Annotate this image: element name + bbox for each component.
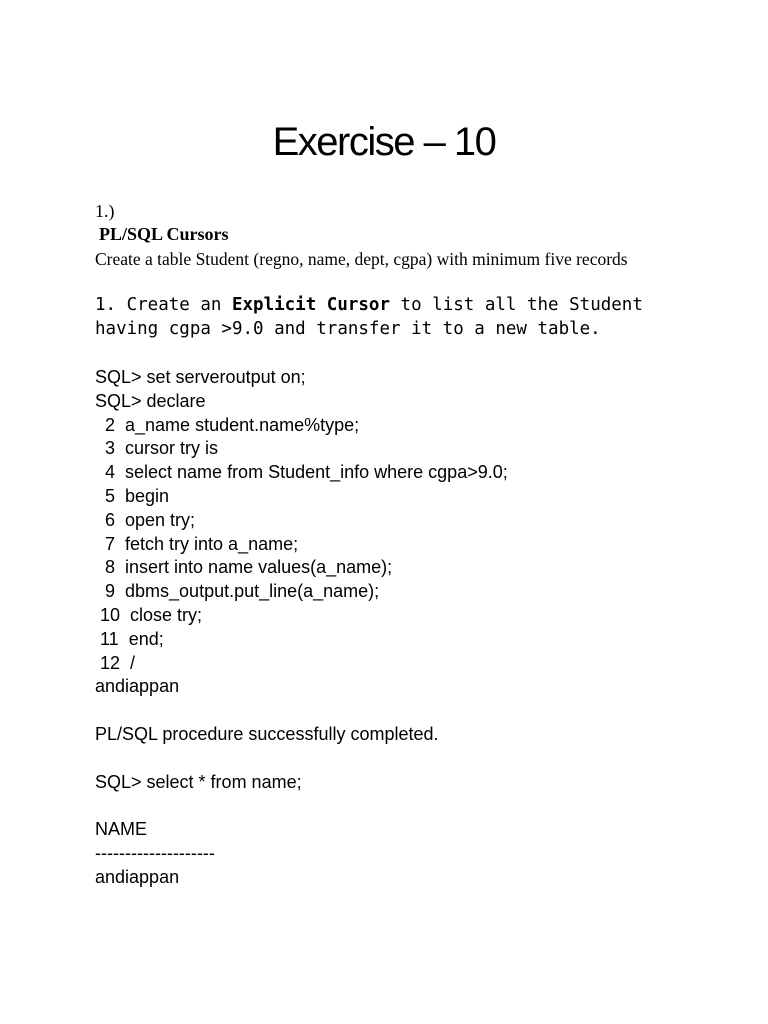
code-line: 5 begin xyxy=(95,485,170,506)
result-separator: -------------------- xyxy=(95,842,215,863)
task-emphasis: Explicit Cursor xyxy=(231,295,391,315)
code-line: 3 cursor try is xyxy=(95,438,219,459)
page-title: Exercise – 10 xyxy=(272,120,496,164)
blank-line xyxy=(95,794,715,818)
code-line: 2 a_name student.name%type; xyxy=(95,414,360,435)
result-column-header: NAME xyxy=(95,819,148,840)
code-line: 6 open try; xyxy=(95,509,196,530)
result-row: andiappan xyxy=(95,866,180,887)
section-heading: PL/SQL Cursors xyxy=(99,224,229,244)
task-prefix: 1. Create an xyxy=(95,295,232,315)
code-line: 9 dbms_output.put_line(a_name); xyxy=(95,581,380,602)
status-message: PL/SQL procedure successfully completed. xyxy=(95,723,439,744)
code-line: 12 / xyxy=(95,652,136,673)
blank-line xyxy=(95,747,715,771)
task-suffix: to list all the Student xyxy=(390,295,643,315)
code-line: 7 fetch try into a_name; xyxy=(95,533,299,554)
code-line: 11 end; xyxy=(95,628,164,649)
code-line: SQL> declare xyxy=(95,390,206,411)
blank-line xyxy=(95,699,715,723)
code-line: SQL> select * from name; xyxy=(95,771,302,792)
code-line: 8 insert into name values(a_name); xyxy=(95,557,393,578)
code-line: SQL> set serveroutput on; xyxy=(95,367,306,387)
code-line: 4 select name from Student_info where cgpa>9.0; xyxy=(95,462,508,483)
question-description: Create a table Student (regno, name, dept, cgpa) with minimum five records xyxy=(95,249,628,269)
question-number: 1.) xyxy=(95,201,115,221)
task-statement xyxy=(95,293,695,341)
output-line: andiappan xyxy=(95,676,180,697)
code-line: 10 close try; xyxy=(95,604,203,625)
sql-session-output xyxy=(95,366,715,890)
task-line-2: having cgpa >9.0 and transfer it to a new table. xyxy=(95,319,601,339)
